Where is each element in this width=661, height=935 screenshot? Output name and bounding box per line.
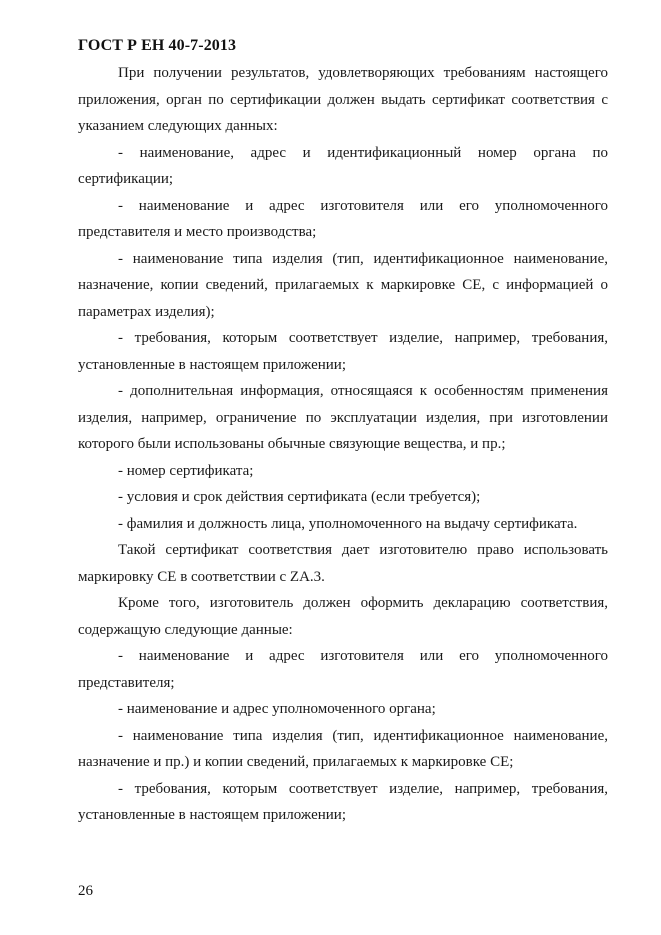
- paragraph: Такой сертификат соответствия дает изготовителю право использовать маркировку CE в соответствии с ZA.3.: [78, 542, 608, 585]
- list-item: - требования, которым соответствует изделие, например, требования, установленные в настоящем приложении;: [78, 780, 608, 823]
- list-item: - номер сертификата;: [118, 462, 254, 479]
- list-item: - наименование и адрес уполномоченного органа;: [118, 701, 436, 717]
- list-item: - условия и срок действия сертификата (если требуется);: [118, 489, 481, 505]
- list-item: - наименование, адрес и идентификационный номер органа по сертификации;: [78, 144, 608, 187]
- list-item: - наименование типа изделия (тип, идентификационное наименование, назначение и пр.) и копии сведений, прилагаемых к маркировке CE;: [78, 727, 608, 770]
- paragraph: При получении результатов, удовлетворяющих требованиям настоящего приложения, орган по сертификации должен выдать сертификат соответствия с указанием следующих данных:: [78, 65, 608, 134]
- paragraph: Кроме того, изготовитель должен оформить декларацию соответствия, содержащую следующие данные:: [78, 595, 608, 638]
- list-item: - дополнительная информация, относящаяся к особенностям применения изделия, например, ограничение по эксплуатации изделия, при изготовлении которого были использованы обычные связующие вещества, и пр.;: [78, 383, 608, 452]
- page-number: 26: [78, 883, 93, 899]
- list-item: - требования, которым соответствует изделие, например, требования, установленные в настоящем приложении;: [78, 330, 608, 373]
- list-item: - наименование и адрес изготовителя или его уполномоченного представителя и место производства;: [78, 197, 608, 240]
- document-body: [78, 60, 608, 829]
- document-header: ГОСТ Р ЕН 40-7-2013: [78, 37, 237, 54]
- list-item: - наименование типа изделия (тип, идентификационное наименование, назначение, копии сведений, прилагаемых к маркировке CE, с информацией о параметрах изделия);: [78, 250, 608, 320]
- list-item: - наименование и адрес изготовителя или его уполномоченного представителя;: [78, 648, 608, 691]
- list-item: - фамилия и должность лица, уполномоченного на выдачу сертификата.: [118, 515, 578, 532]
